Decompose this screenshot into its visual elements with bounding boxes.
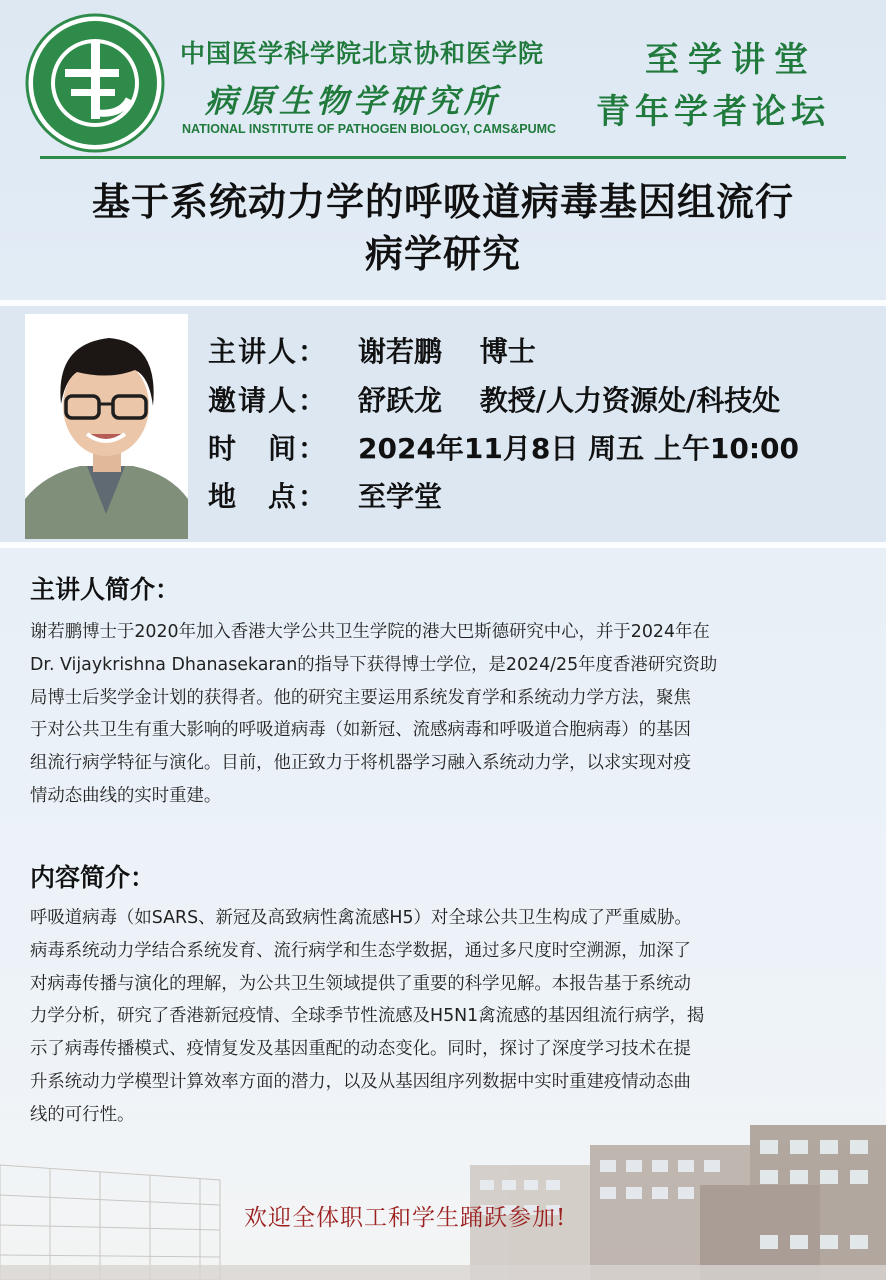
divider-line	[0, 542, 886, 548]
inviter-row	[208, 381, 780, 421]
speaker-label: 主讲人：	[208, 335, 329, 368]
content-line: 呼吸道病毒（如SARS、新冠及高致病性禽流感H5）对全球公共卫生构成了严重威胁。	[30, 908, 692, 928]
institute-subname-cn: 病原生物学研究所	[205, 82, 502, 120]
place-label: 地 点：	[208, 480, 329, 513]
content-line: 示了病毒传播模式、疫情复发及基因重配的动态变化。同时，探讨了深度学习技术在提	[30, 1039, 691, 1060]
bio-line: 于对公共卫生有重大影响的呼吸道病毒（如新冠、流感病毒和呼吸道合胞病毒）的基因	[30, 720, 691, 741]
content-line: 线的可行性。	[30, 1104, 135, 1125]
forum-subtitle: 青年学者论坛	[596, 92, 830, 132]
poster-header	[0, 0, 886, 160]
place-row	[208, 477, 442, 517]
bio-line: 谢若鹏博士于2020年加入香港大学公共卫生学院的港大巴斯德研究中心，并于2024年在	[30, 622, 710, 642]
speaker-value: 谢若鹏 博士	[358, 335, 536, 368]
time-row	[208, 429, 799, 469]
content-paragraph	[30, 902, 858, 1132]
bio-line: 组流行病学特征与演化。目前，他正致力于将机器学习融入系统动力学，以求实现对疫	[30, 753, 691, 774]
bio-line: Dr. Vijaykrishna Dhanasekaran的指导下获得博士学位，是2024/25年度香港研究资助	[30, 654, 718, 675]
forum-name: 至学讲堂	[645, 40, 817, 80]
content-heading: 内容简介：	[30, 863, 156, 892]
content-line: 升系统动力学模型计算效率方面的潜力，以及从基因组序列数据中实时重建疫情动态曲	[30, 1071, 691, 1092]
institute-name-en: NATIONAL INSTITUTE OF PATHOGEN BIOLOGY, CAMS&PUMC	[182, 122, 557, 136]
title-line-1: 基于系统动力学的呼吸道病毒基因组流行	[91, 180, 794, 224]
lecture-title	[0, 176, 886, 280]
title-line-2: 病学研究	[364, 232, 521, 276]
institute-name-cn: 中国医学科学院北京协和医学院	[180, 39, 545, 68]
bio-line: 局博士后奖学金计划的获得者。他的研究主要运用系统发育学和系统动力学方法，聚焦	[30, 687, 691, 708]
inviter-label: 邀请人：	[208, 384, 329, 417]
welcome-message: 欢迎全体职工和学生踊跃参加!	[244, 1205, 567, 1231]
institute-seal-icon	[25, 13, 165, 153]
time-value: 2024年11月8日 周五 上午10:00	[358, 432, 800, 465]
bio-heading: 主讲人简介：	[30, 575, 181, 604]
content-line: 对病毒传播与演化的理解，为公共卫生领域提供了重要的科学见解。本报告基于系统动	[30, 973, 691, 994]
time-label: 时 间：	[208, 432, 329, 465]
speaker-row	[208, 332, 536, 372]
header-divider	[40, 156, 846, 159]
content-line: 病毒系统动力学结合系统发育、流行病学和生态学数据，通过多尺度时空溯源，加深了	[30, 940, 691, 961]
bio-line: 情动态曲线的实时重建。	[30, 785, 222, 806]
place-value: 至学堂	[358, 480, 443, 513]
inviter-value: 舒跃龙 教授/人力资源处/科技处	[358, 384, 781, 417]
bio-paragraph	[30, 616, 858, 813]
speaker-portrait	[25, 314, 188, 539]
content-line: 力学分析，研究了香港新冠疫情、全球季节性流感及H5N1禽流感的基因组流行病学，揭	[30, 1006, 705, 1027]
